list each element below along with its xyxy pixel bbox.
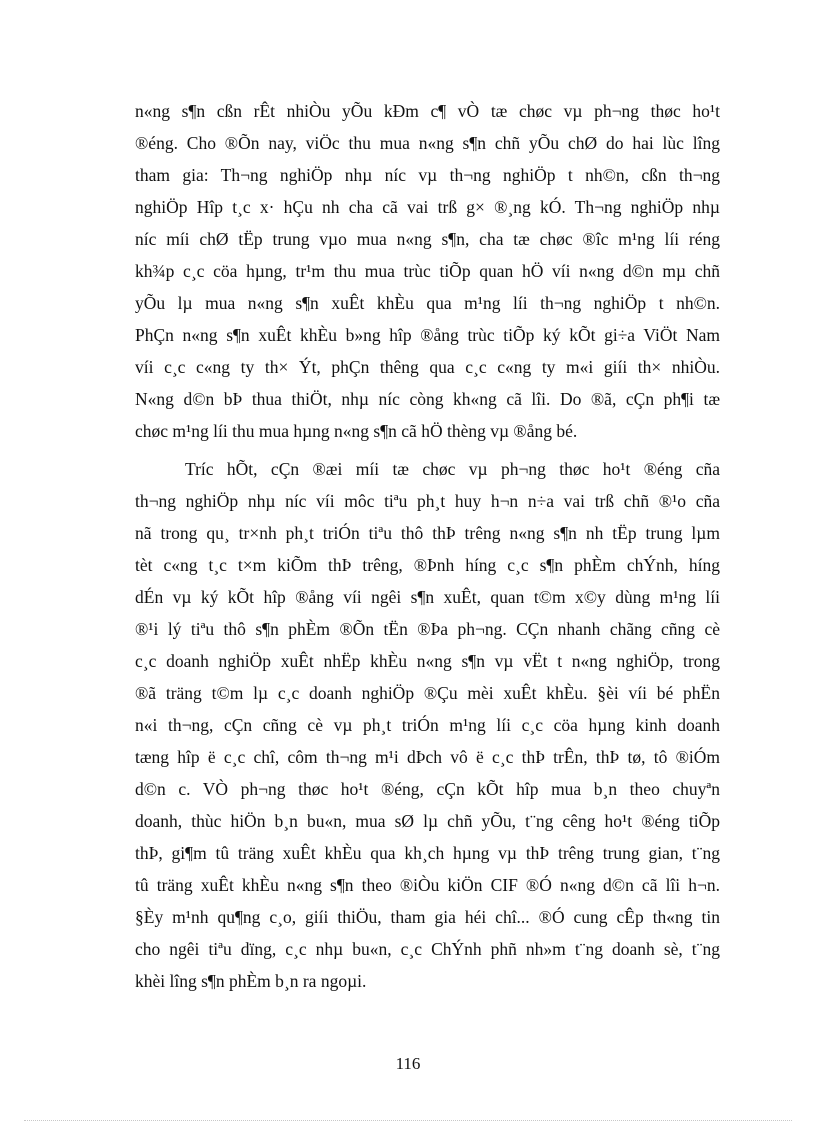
text-line: §Èy m¹nh qu¶ng c¸o, giíi thiÖu, tham gia héi chî... ®Ó cung cÊp th«ng tin [135,907,720,927]
text-line: kh¾p c¸c cöa hµng, tr¹m thu mua trùc tiÕp quan hÖ víi n«ng d©n mµ chñ [135,261,720,281]
text-line: tèt c«ng t¸c t×m kiÕm thÞ trêng, ®Þnh híng c¸c s¶n phÈm chÝnh, híng [135,555,720,575]
text-line: thÞ, gi¶m tû träng xuÊt khÈu qua kh¸ch hµng vµ thÞ trêng trung gian, t¨ng [135,843,720,863]
text-line: ®¹i lý tiªu thô s¶n phÈm ®Õn tËn ®Þa ph¬ng. CÇn nhanh chãng cñng cè [135,619,720,639]
text-line: Tríc hÕt, cÇn ®æi míi tæ chøc vµ ph¬ng thøc ho¹t ®éng cña [185,459,720,479]
text-line: N«ng d©n bÞ thua thiÖt, nhµ níc còng kh«ng cã lîi. Do ®ã, cÇn ph¶i tæ [135,389,720,409]
text-line: doanh, thùc hiÖn b¸n bu«n, mua sØ lµ chñ yÕu, t¨ng cêng ho¹t ®éng tiÕp [135,811,720,831]
text-line: chøc m¹ng líi thu mua hµng n«ng s¶n cã hÖ thèng vµ ®ång bé. [135,421,578,441]
text-line: tû träng xuÊt khÈu n«ng s¶n theo ®iÒu kiÖn CIF ®Ó n«ng d©n cã lîi h¬n. [135,875,720,895]
text-line: cho ngêi tiªu dïng, c¸c nhµ bu«n, c¸c ChÝnh phñ nh»m t¨ng doanh sè, t¨ng [135,939,720,959]
text-line: dÉn vµ ký kÕt hîp ®ång víi ngêi s¶n xuÊt, quan t©m x©y dùng m¹ng líi [135,587,720,607]
text-line: c¸c doanh nghiÖp xuÊt nhËp khÈu n«ng s¶n vµ vËt t n«ng nghiÖp, trong [135,651,720,671]
text-line: tham gia: Th¬ng nghiÖp nhµ níc vµ th¬ng nghiÖp t nh©n, cßn th¬ng [135,165,720,185]
page-number: 116 [395,1054,421,1073]
text-line: th¬ng nghiÖp nhµ níc víi môc tiªu ph¸t huy h¬n n÷a vai trß chñ ®¹o cña [135,491,720,511]
text-line: yÕu lµ mua n«ng s¶n xuÊt khÈu qua m¹ng líi th¬ng nghiÖp t nh©n. [135,293,720,313]
text-line: níc míi chØ tËp trung vµo mua n«ng s¶n, cha tæ chøc ®îc m¹ng líi réng [135,229,720,249]
text-line: nghiÖp Hîp t¸c x· hÇu nh cha cã vai trß g× ®¸ng kÓ. Th¬ng nghiÖp nhµ [135,197,720,217]
text-line: ®ã träng t©m lµ c¸c doanh nghiÖp ®Çu mèi xuÊt khÈu. §èi víi bé phËn [135,683,720,703]
text-line: nã trong qu¸ tr×nh ph¸t triÓn tiªu thô thÞ trêng n«ng s¶n nh tËp trung lµm [135,523,720,543]
page-bottom-divider [24,1120,792,1121]
text-line: d©n c. VÒ ph¬ng thøc ho¹t ®éng, cÇn kÕt hîp mua b¸n theo chuyªn [135,779,720,799]
text-line: khèi lîng s¶n phÈm b¸n ra ngoµi. [135,971,367,991]
text-line: tæng hîp ë c¸c chî, côm th¬ng m¹i dÞch vô ë c¸c thÞ trÊn, thÞ tø, tô ®iÓm [135,747,720,767]
text-line: n«i th¬ng, cÇn cñng cè vµ ph¸t triÓn m¹ng líi c¸c cöa hµng kinh doanh [135,715,720,735]
text-line: víi c¸c c«ng ty th× Ýt, phÇn thêng qua c¸c c«ng ty m«i giíi th× nhiÒu. [135,357,720,377]
text-line: PhÇn n«ng s¶n xuÊt khÈu b»ng hîp ®ång trùc tiÕp ký kÕt gi÷a ViÖt Nam [135,325,720,345]
text-line: ®éng. Cho ®Õn nay, viÖc thu mua n«ng s¶n chñ yÕu chØ do hai lùc lîng [135,133,720,153]
text-line: n«ng s¶n cßn rÊt nhiÒu yÕu kÐm c¶ vÒ tæ chøc vµ ph¬ng thøc ho¹t [135,101,720,121]
